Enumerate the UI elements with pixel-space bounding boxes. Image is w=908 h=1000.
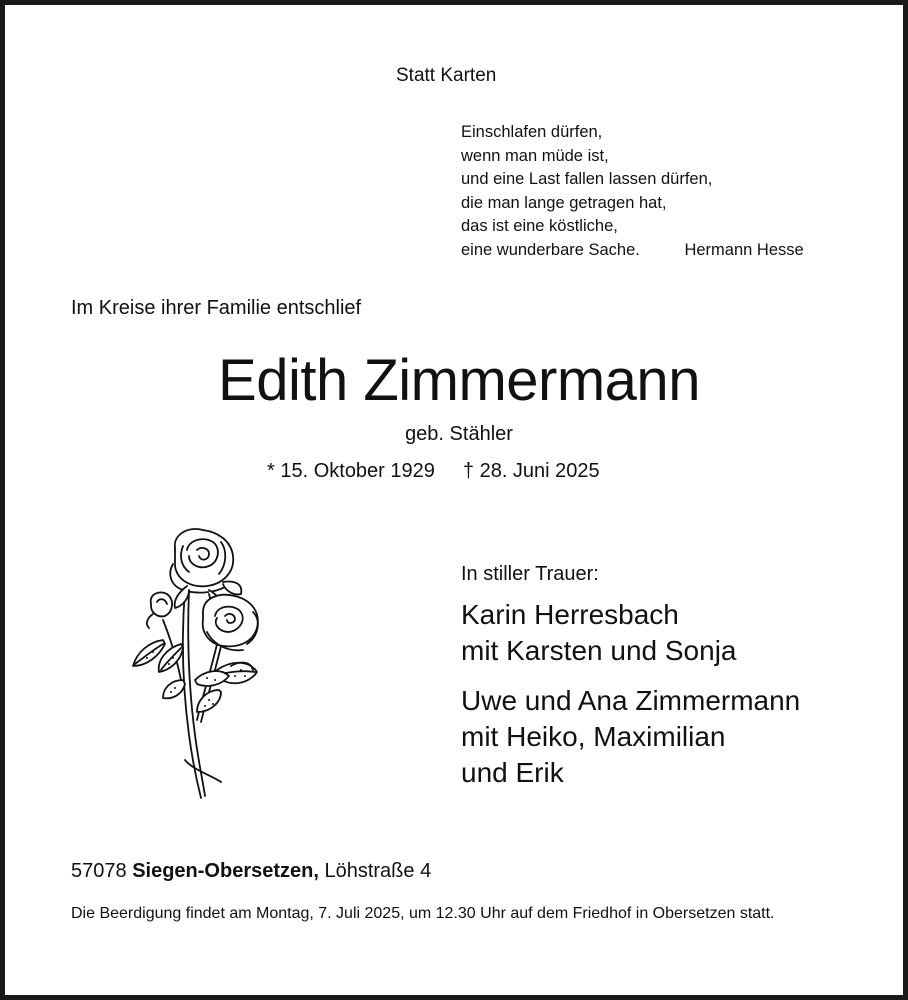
funeral-notice: Die Beerdigung findet am Montag, 7. Juli 2025, um 12.30 Uhr auf dem Friedhof in Obersetzen statt. [71, 905, 775, 922]
poem-line: das ist eine köstliche, [461, 217, 618, 235]
poem-line: und eine Last fallen lassen dürfen, [461, 170, 713, 188]
address-street: Löhstraße 4 [324, 860, 432, 882]
mourner-line: mit Karsten und Sonja [461, 635, 737, 666]
address-city: Siegen-Obersetzen, [132, 860, 319, 882]
death-date: † 28. Juni 2025 [462, 460, 600, 482]
poem-line: die man lange getragen hat, [461, 193, 667, 212]
address [71, 860, 431, 883]
poem-block [461, 121, 804, 262]
poem-last-text: eine wunderbare Sache. [461, 240, 640, 259]
poem-line-last [461, 239, 804, 263]
mourner-group [461, 597, 800, 669]
poem-line: Einschlafen dürfen, [461, 123, 603, 141]
mourner-line: mit Heiko, Maximilian [461, 721, 726, 752]
poem-author: Hermann Hesse [684, 240, 804, 259]
mourning-label: In stiller Trauer: [461, 563, 599, 585]
mourner-line: Uwe und Ana Zimmermann [461, 685, 801, 716]
address-postcode: 57078 [71, 860, 127, 882]
life-dates [267, 460, 600, 483]
announcement: Im Kreise ihrer Familie entschlief [71, 297, 362, 319]
birth-date: * 15. Oktober 1929 [267, 460, 435, 482]
mourner-line: und Erik [461, 757, 564, 788]
intro-text: Statt Karten [396, 65, 497, 86]
poem-line: wenn man müde ist, [461, 146, 609, 165]
mourner-line: Karin Herresbach [461, 599, 679, 630]
mourners-list [461, 597, 800, 791]
rose-icon [123, 520, 273, 805]
mourner-group [461, 683, 800, 791]
maiden-name: geb. Stähler [405, 423, 513, 445]
deceased-name: Edith Zimmermann [218, 348, 700, 413]
